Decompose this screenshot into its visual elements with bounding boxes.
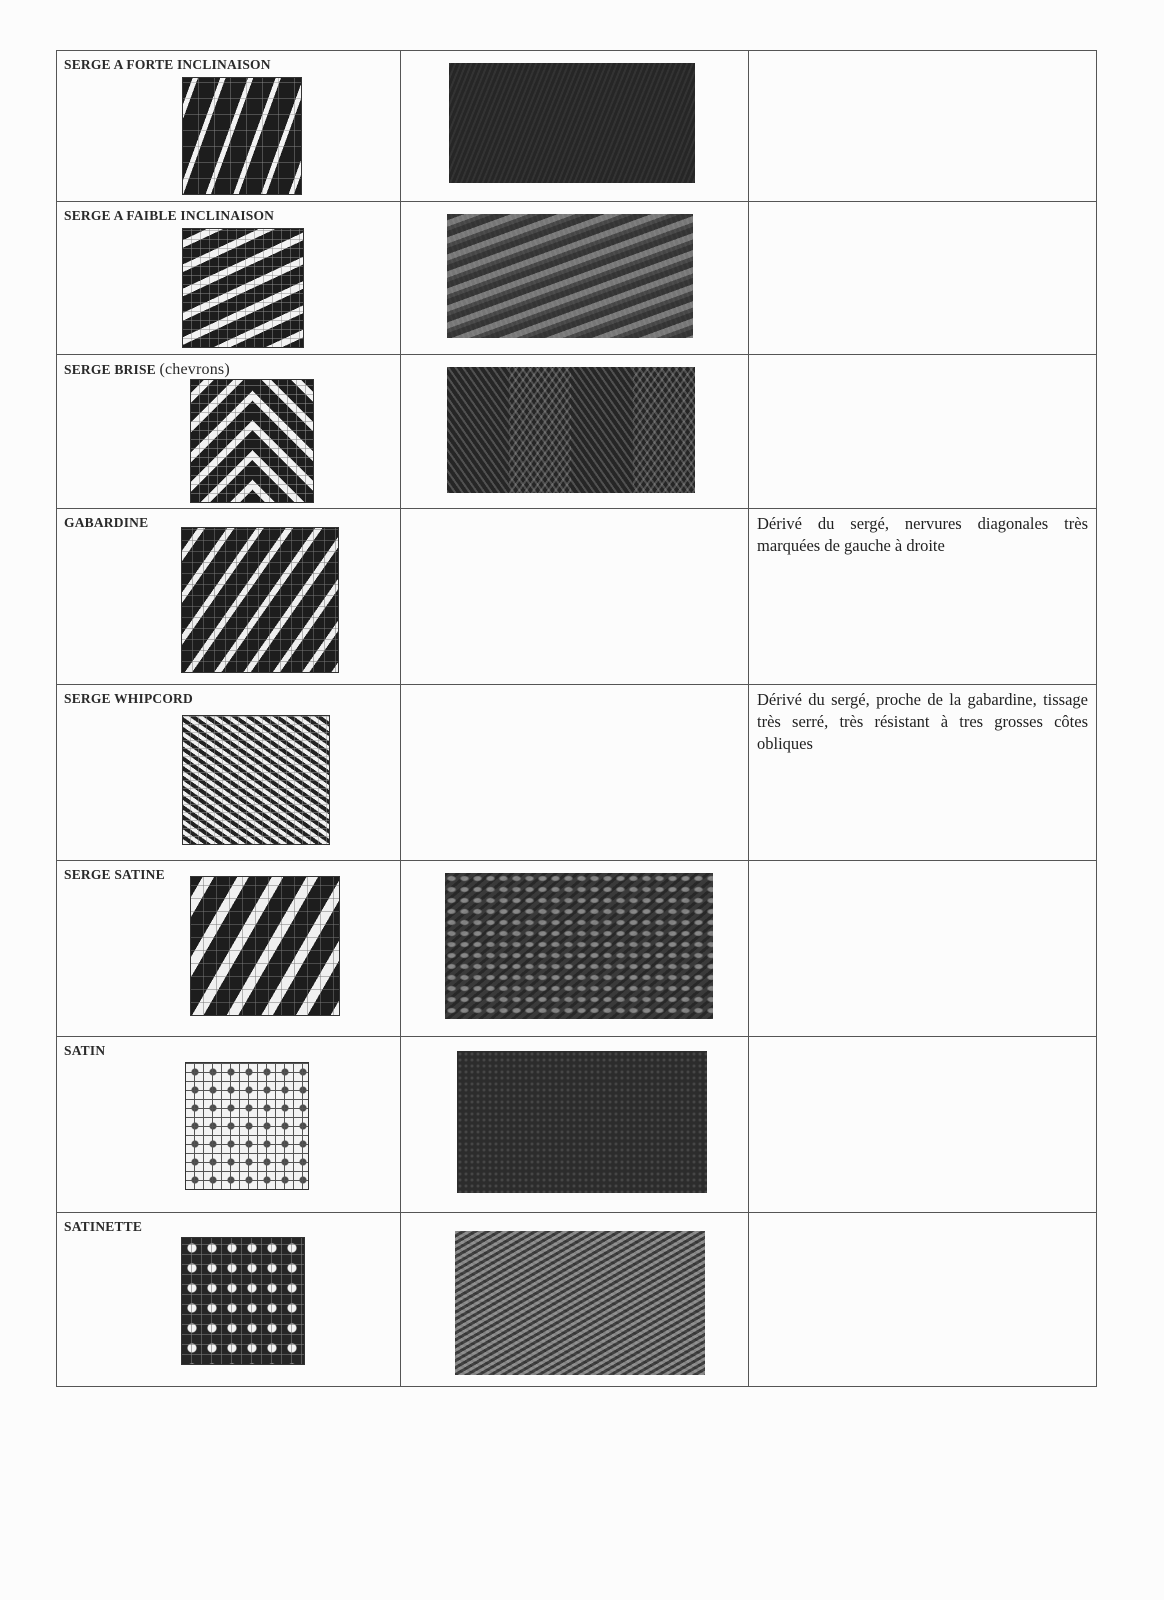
fabric-photo-cell <box>401 355 749 509</box>
weave-diagram <box>181 527 339 673</box>
fabric-swatch <box>445 873 713 1019</box>
fabric-photo-cell <box>401 685 749 861</box>
fabric-swatch <box>449 63 695 183</box>
row-label: SATINETTE <box>64 1219 143 1234</box>
diagram-cell <box>57 685 401 861</box>
diagram-cell <box>57 509 401 685</box>
weave-diagram <box>182 715 330 845</box>
table-row <box>57 1037 1097 1213</box>
fabric-photo-cell <box>401 51 749 202</box>
description-cell <box>749 202 1097 355</box>
diagram-cell <box>57 861 401 1037</box>
table-row <box>57 861 1097 1037</box>
row-label-text: SERGE BRISE <box>64 362 156 377</box>
diagram-cell <box>57 1213 401 1387</box>
fabric-photo-cell <box>401 1037 749 1213</box>
table-row <box>57 51 1097 202</box>
description-text: Dérivé du sergé, nervures diagonales très marquées de gauche à droite <box>757 514 1088 555</box>
description-text: Dérivé du sergé, proche de la gabardine, tissage très serré, très résistant à tres grosses côtes obliques <box>757 690 1088 753</box>
weave-diagram <box>182 77 302 195</box>
description-cell <box>749 1037 1097 1213</box>
table-row <box>57 509 1097 685</box>
description-cell <box>749 51 1097 202</box>
table-row <box>57 1213 1097 1387</box>
diagram-cell <box>57 51 401 202</box>
row-label: SERGE SATINE <box>64 867 165 882</box>
diagram-cell <box>57 1037 401 1213</box>
row-label: SERGE WHIPCORD <box>64 691 193 706</box>
fabric-photo-cell <box>401 509 749 685</box>
fabric-swatch <box>447 214 693 338</box>
weave-diagram <box>182 228 304 348</box>
description-cell <box>749 685 1097 861</box>
description-cell <box>749 861 1097 1037</box>
row-label: SATIN <box>64 1043 106 1058</box>
fabric-photo-cell <box>401 202 749 355</box>
weave-types-table <box>56 50 1097 1387</box>
weave-diagram <box>190 379 314 503</box>
description-cell <box>749 355 1097 509</box>
row-label: GABARDINE <box>64 515 149 530</box>
row-label <box>64 361 230 379</box>
table-row <box>57 355 1097 509</box>
row-label: SERGE A FORTE INCLINAISON <box>64 57 271 72</box>
fabric-swatch <box>447 367 695 493</box>
row-label: SERGE A FAIBLE INCLINAISON <box>64 208 275 223</box>
diagram-cell <box>57 202 401 355</box>
weave-diagram <box>181 1237 305 1365</box>
fabric-swatch <box>457 1051 707 1193</box>
weave-diagram <box>190 876 340 1016</box>
description-cell <box>749 509 1097 685</box>
fabric-photo-cell <box>401 1213 749 1387</box>
table-row <box>57 685 1097 861</box>
diagram-cell <box>57 355 401 509</box>
fabric-photo-cell <box>401 861 749 1037</box>
fabric-swatch <box>455 1231 705 1375</box>
weave-diagram <box>185 1062 309 1190</box>
table-row <box>57 202 1097 355</box>
description-cell <box>749 1213 1097 1387</box>
row-label-extra: (chevrons) <box>159 361 230 378</box>
